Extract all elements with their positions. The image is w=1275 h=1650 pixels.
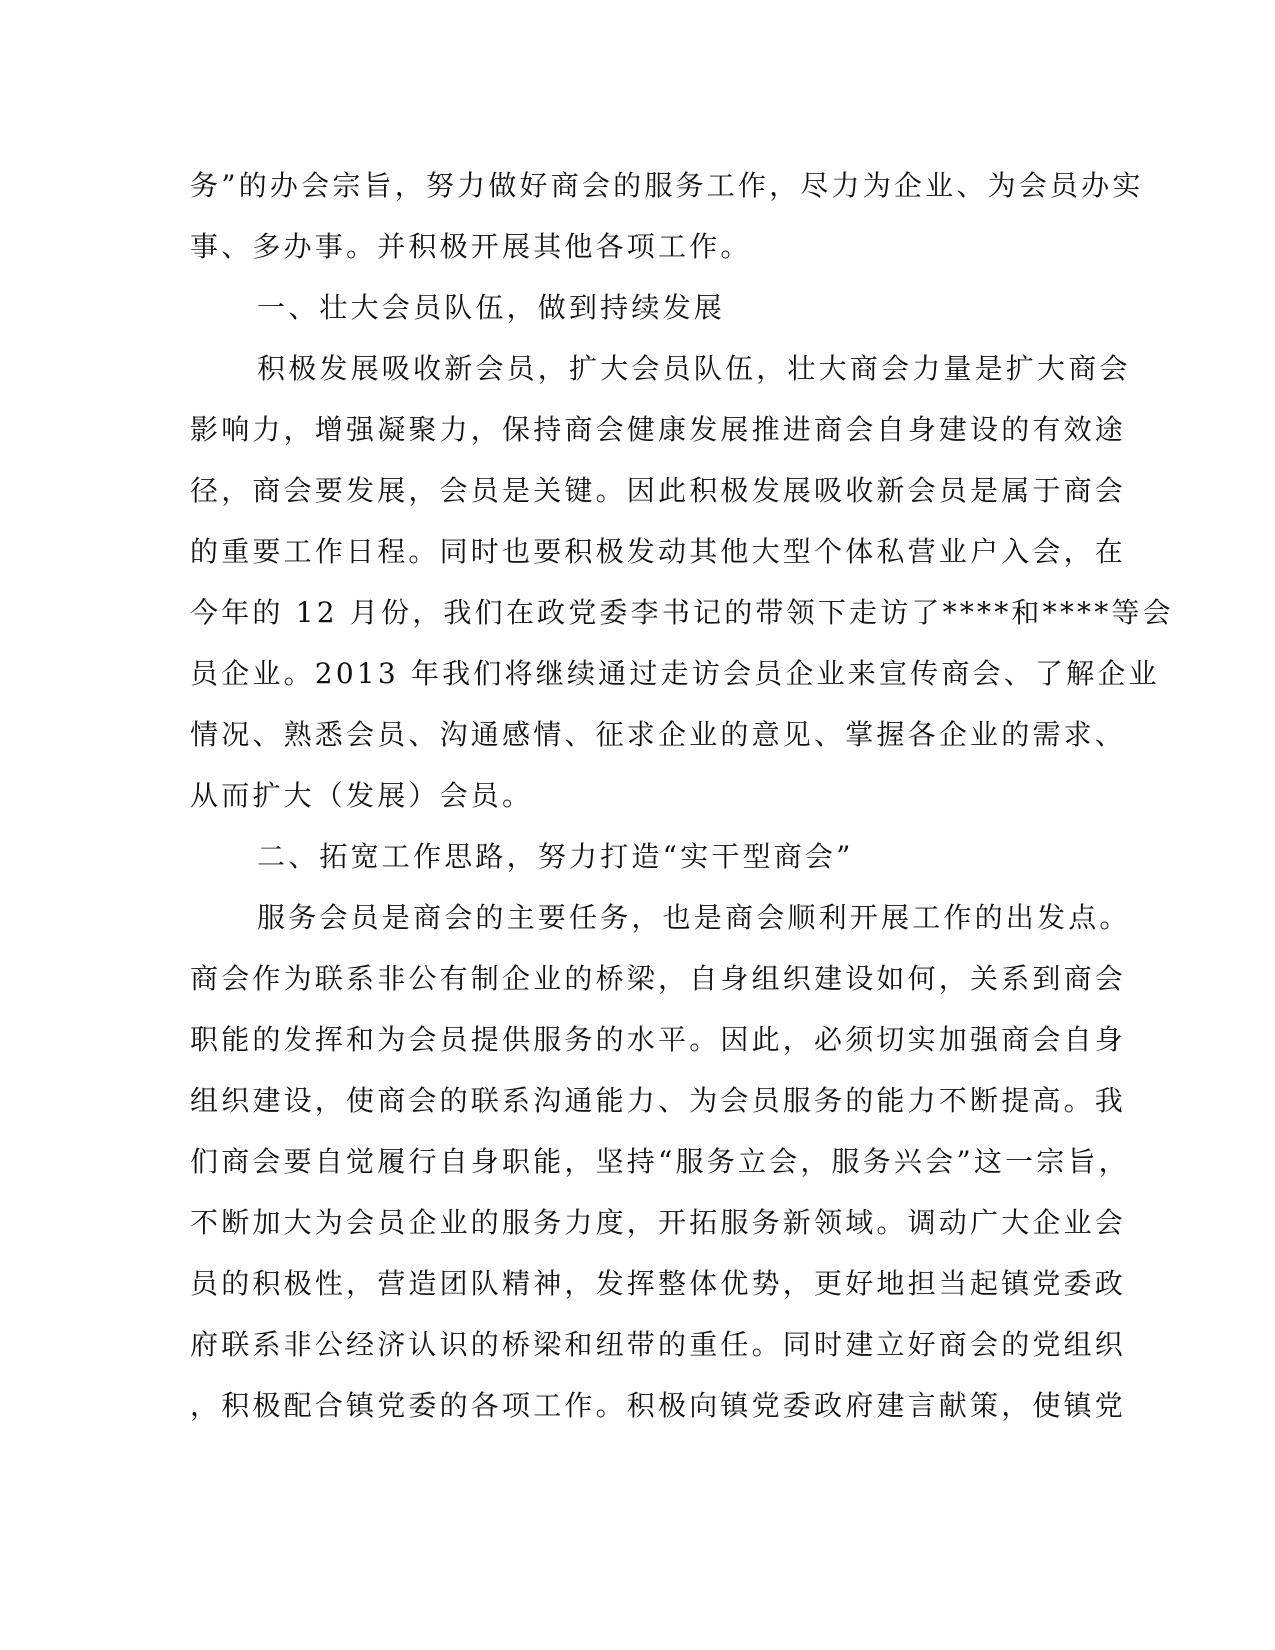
text-line: 影响力，增强凝聚力，保持商会健康发展推进商会自身建设的有效途 [190,413,1127,446]
text-line: 员的积极性，营造团队精神，发挥整体优势，更好地担当起镇党委政 [190,1267,1127,1300]
text-line: 径，商会要发展，会员是关键。因此积极发展吸收新会员是属于商会 [190,474,1127,507]
text-line: 积极发展吸收新会员，扩大会员队伍，壮大商会力量是扩大商会 [257,352,1131,385]
text-line: 情况、熟悉会员、沟通感情、征求企业的意见、掌握各企业的需求、 [190,718,1127,751]
section-heading: 一、壮大会员队伍，做到持续发展 [257,291,726,324]
text-line: 今年的 12 月份，我们在政党委李书记的带领下走访了****和****等会 [190,596,1174,629]
text-line: 不断加大为会员企业的服务力度，开拓服务新领域。调动广大企业会 [190,1206,1127,1239]
text-line: 从而扩大（发展）会员。 [190,779,534,812]
text-line: 务”的办会宗旨，努力做好商会的服务工作，尽力为企业、为会员办实 [190,169,1144,202]
text-line: 的重要工作日程。同时也要积极发动其他大型个体私营业户入会，在 [190,535,1127,568]
text-line: 事、多办事。并积极开展其他各项工作。 [190,230,752,263]
text-line: ，积极配合镇党委的各项工作。积极向镇党委政府建言献策，使镇党 [190,1389,1127,1422]
text-line: 商会作为联系非公有制企业的桥梁，自身组织建设如何，关系到商会 [190,962,1127,995]
text-line: 服务会员是商会的主要任务，也是商会顺利开展工作的出发点。 [257,901,1131,934]
text-line: 组织建设，使商会的联系沟通能力、为会员服务的能力不断提高。我 [190,1084,1127,1117]
text-line: 职能的发挥和为会员提供服务的水平。因此，必须切实加强商会自身 [190,1023,1127,1056]
text-line: 员企业。2013 年我们将继续通过走访会员企业来宣传商会、了解企业 [190,657,1160,690]
text-line: 们商会要自觉履行自身职能，坚持“服务立会，服务兴会”这一宗旨， [190,1145,1130,1178]
section-heading: 二、拓宽工作思路，努力打造“实干型商会” [257,840,854,873]
text-line: 府联系非公经济认识的桥梁和纽带的重任。同时建立好商会的党组织 [190,1328,1127,1361]
body-text [190,155,1174,1436]
